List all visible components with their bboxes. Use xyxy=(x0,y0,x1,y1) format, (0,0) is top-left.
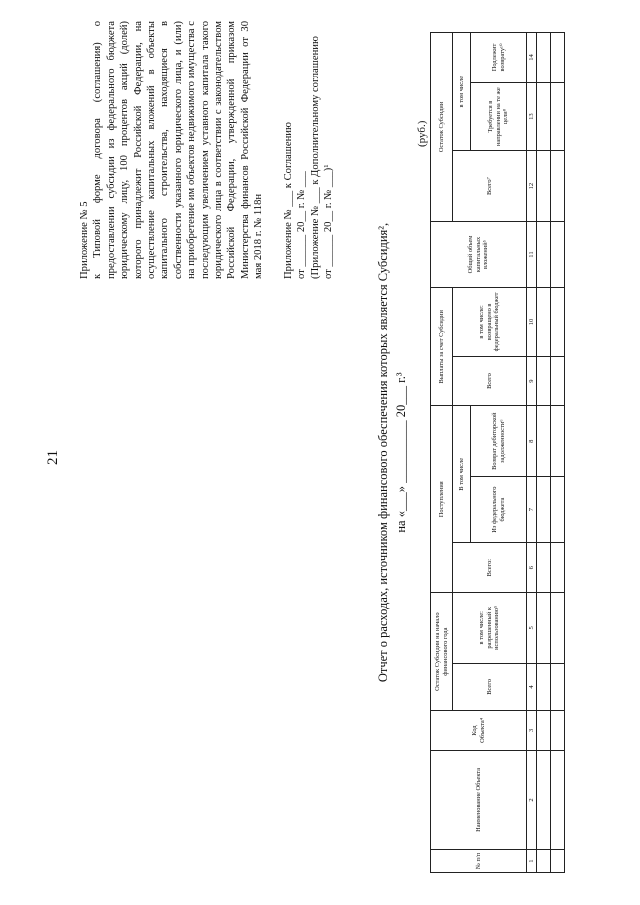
col-num-7: 7 xyxy=(527,476,537,542)
header-balance-end-including: в том числе xyxy=(453,33,471,151)
col-num-1: 1 xyxy=(527,850,537,873)
col-num-3: 3 xyxy=(527,711,537,750)
table-row xyxy=(551,33,565,873)
agreement-line-4: от ______ 20__ г. № ___)¹ xyxy=(323,164,335,279)
header-required-same-purposes: Требуется в направлении на те же цели⁸ xyxy=(471,82,527,150)
header-permitted-use: в том числе: разрешенный к использованию⁵ xyxy=(453,593,527,664)
agreement-line-3: (Приложение № ___ к Дополнительному соглашению xyxy=(309,36,321,279)
report-title: Отчет о расходах, источником финансового обеспечения которых является Субсидия², xyxy=(376,222,390,683)
header-receipts: Поступления xyxy=(431,406,453,593)
agreement-line-2: от ______ 20__ г. № ___ xyxy=(296,171,308,279)
header-from-federal-budget: Из федерального бюджета xyxy=(471,476,527,542)
header-total-capital-investment: Общий объем капитальных вложений⁵ xyxy=(431,221,527,287)
header-payments: Выплаты за счет Субсидии xyxy=(431,288,453,406)
appendix-text: к Типовой форме договора (соглашения) о предоставлении субсидии из федерального бюджета юридическому лицу, 100 процентов акций (долей) которого принадлежит Российской Федерации, на осуществление капитальных вложений в объекты капитального строительства, находящиеся в собственности указанного юридического лица, и (или) на приобретение им объектов недвижимого имущества с последующим увеличением уставного капитала такого юридического лица в соответствии с законодательством Российской Федерации, утвержденной приказом Министерства финансов Российской Федерации от 30 мая 2018 г. № 118н xyxy=(92,21,265,279)
header-object-name: Наименование Объекта xyxy=(431,750,527,850)
header-returned-to-budget: в том числе: возвращено в федеральный бюджет xyxy=(453,288,527,356)
col-num-6: 6 xyxy=(527,543,537,593)
currency-unit: (руб.) xyxy=(416,120,428,147)
report-date-line: на «___» __________ 20___ г.³ xyxy=(394,372,408,533)
header-object-code: Код Объекта⁴ xyxy=(431,711,527,750)
col-num-4: 4 xyxy=(527,663,537,711)
col-num-9: 9 xyxy=(527,356,537,406)
page-number: 21 xyxy=(45,450,61,465)
col-num-2: 2 xyxy=(527,750,537,850)
header-payments-total: Всего xyxy=(453,356,527,406)
appendix-block xyxy=(78,21,266,279)
header-balance-start: Остаток Субсидии на начало финансового года xyxy=(431,593,453,711)
header-balance-start-total: Всего xyxy=(453,663,527,711)
header-receipts-total: Всего: xyxy=(453,543,527,593)
col-num-8: 8 xyxy=(527,406,537,477)
agreement-line-1: Приложение № ___ к Соглашению xyxy=(283,122,294,279)
header-receipts-including: В том числе xyxy=(453,406,471,543)
appendix-title: Приложение № 5 xyxy=(79,201,90,279)
col-num-14: 14 xyxy=(527,33,537,83)
header-balance-end: Остаток Субсидии xyxy=(431,33,453,222)
header-subject-to-return: Подлежит возврату¹⁰ xyxy=(471,33,527,83)
report-table xyxy=(430,32,565,873)
table-row xyxy=(537,33,551,873)
col-num-11: 11 xyxy=(527,221,537,287)
header-balance-end-total: Всего⁷ xyxy=(453,151,527,222)
col-num-13: 13 xyxy=(527,82,537,150)
agreement-reference xyxy=(282,36,336,279)
col-num-10: 10 xyxy=(527,288,537,356)
header-receivables-return: Возврат дебиторской задолженности⁶ xyxy=(471,406,527,477)
column-numbers-row xyxy=(527,33,537,873)
col-num-12: 12 xyxy=(527,151,537,222)
col-num-5: 5 xyxy=(527,593,537,664)
header-num: № п/п xyxy=(431,850,527,873)
